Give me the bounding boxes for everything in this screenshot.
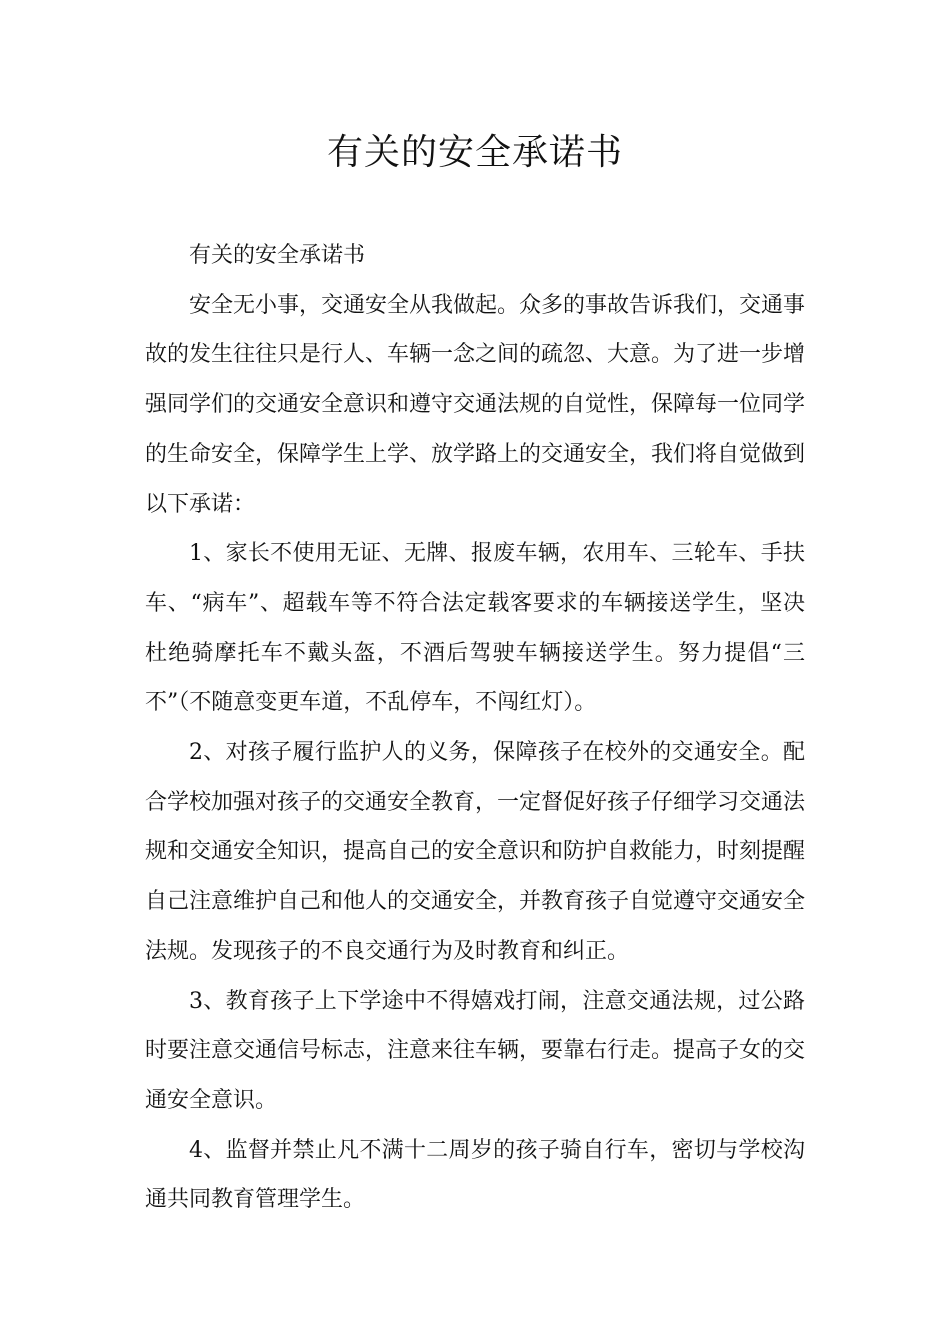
paragraph-commitment-1: 1、家长不使用无证、无牌、报废车辆，农用车、三轮车、手扶车、“病车”、超载车等不符合法定载客要求的车辆接送学生，坚决杜绝骑摩托车不戴头盔，不酒后驾驶车辆接送学生。努力提倡“三不”（不随意变更车道，不乱停车，不闯红灯）。 (145, 541, 805, 716)
paragraph-heading: 有关的安全承诺书 (189, 243, 366, 268)
document-body (145, 231, 805, 1225)
paragraph-commitment-4: 4、监督并禁止凡不满十二周岁的孩子骑自行车，密切与学校沟通共同教育管理学生。 (145, 1137, 805, 1213)
page-title: 有关的安全承诺书 (326, 132, 623, 173)
paragraph-intro: 安全无小事，交通安全从我做起。众多的事故告诉我们，交通事故的发生往往只是行人、车辆一念之间的疏忽、大意。为了进一步增强同学们的交通安全意识和遵守交通法规的自觉性，保障每一位同学的生命安全，保障学生上学、放学路上的交通安全，我们将自觉做到以下承诺： (145, 292, 806, 517)
paragraph-commitment-2: 2、对孩子履行监护人的义务，保障孩子在校外的交通安全。配合学校加强对孩子的交通安全教育，一定督促好孩子仔细学习交通法规和交通安全知识，提高自己的安全意识和防护自救能力，时刻提醒自己注意维护自己和他人的交通安全，并教育孩子自觉遵守交通安全法规。发现孩子的不良交通行为及时教育和纠正。 (145, 740, 806, 964)
paragraph-commitment-3: 3、教育孩子上下学途中不得嬉戏打闹，注意交通法规，过公路时要注意交通信号标志，注意来往车辆，要靠右行走。提高子女的交通安全意识。 (145, 988, 806, 1113)
